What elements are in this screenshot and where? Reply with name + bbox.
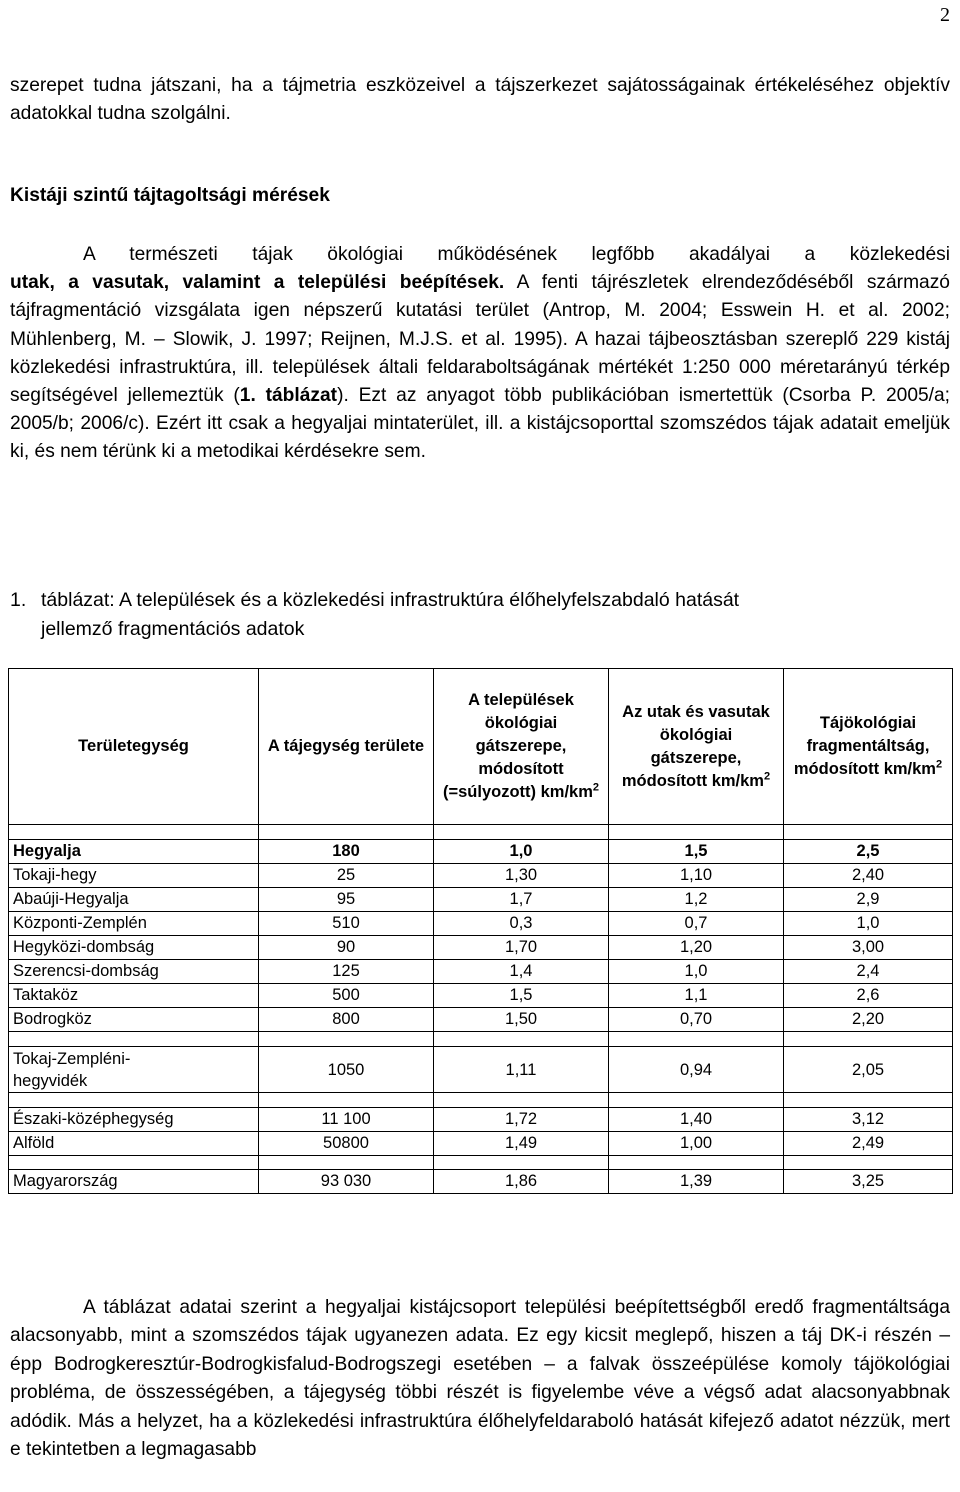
fragmentation-table [8,668,953,1194]
body-paragraph-1 [10,241,950,467]
table-row: Alföld 50800 1,49 1,00 2,49 [9,1132,953,1156]
header-settlement-barrier: A települések ökológiai gátszerepe, módosított (=súlyozott) $km/km^2$ [434,669,609,825]
tokaj-line-1: Tokaj-Zempléni- [13,1049,131,1068]
caption-line-1: táblázat: A települések és a közlekedési infrastruktúra élőhelyfelszabdaló hatását [41,589,740,611]
table-row: Abaúji-Hegyalja 95 1,7 1,2 2,9 [9,888,953,912]
header-road-barrier: Az utak és vasutak ökológiai gátszerepe, módosított $km/km^2$ [609,669,784,825]
table-reference: 1. táblázat [239,385,338,407]
header-fragmentation: Tájökológiai fragmentáltság, módosított $km/km^2$ [784,669,953,825]
table-row: Központi-Zemplén 510 0,3 0,7 1,0 [9,912,953,936]
paragraph-first-line: A természeti tájak ökológiai működésének legfőbb akadályai a közlekedési [83,244,950,265]
body-paragraph-2: A táblázat adatai szerint a hegyaljai kistájcsoport települési beépítettségből eredő fragmentáltsága alacsonyabb, mint a szomszédos tájak ugyanezen adata. Ez egy kicsit meglepő, hiszen a táj DK-i részén – épp Bodrogkeresztúr-Bodrogkisfalud-Bodrogszegi esetében – a falvak összeépülése komoly tájökológiai probléma, de összességében, a tájegység többi részét is figyelembe véve a végső adat alacsonyabbnak adódik. Más a helyzet, ha a közlekedési infrastruktúra élőhelyfeldaraboló hatását kifejező adatot nézzük, mert e tekintetben a legmagasabb [10,1297,950,1461]
intro-paragraph: szerepet tudna játszani, ha a tájmetria eszközeivel a tájszerkezet sajátosságainak értékeléséhez objektív adatokkal tudna szolgálni. [10,75,950,125]
paragraph-text: A fenti tájrészletek elrendeződéséből származó tájfragmentáció vizsgálata igen népszerű kutatási terület (Antrop, M. 2004; Esswein H. et al. 2002; Mühlenberg, M. – Slowik, J. 1997; Reijnen, M.J.S. et al. 1995). A hazai tájbeosztásban szereplő 229 kistáj közlekedési infrastruktúra, ill. települések általi feldaraboltságának mértékét 1:250 000 méretarányú térkép segítségével jellemeztük ( [10,272,950,407]
paragraph-text-end: ). Ezt az anyagot több publikációban ismertettük (Csorba P. 2005/a; 2005/b; 2006/c). Ezért itt csak a hegyaljai mintaterület, ill. a kistájcsoporttal szomszédos tájak adatait emeljük ki, és nem térünk ki a metodikai kérdésekre sem. [10,385,950,463]
table-row: Északi-középhegység 11 100 1,72 1,40 3,12 [9,1108,953,1132]
caption-number: 1. [10,589,27,611]
table-row: Hegyalja 180 1,0 1,5 2,5 [9,840,953,864]
table-row: Tokaj-Zempléni- hegyvidék 1050 1,11 0,94 2,05 [9,1047,953,1093]
table-caption [10,586,950,644]
table-row: Taktaköz 500 1,5 1,1 2,6 [9,984,953,1008]
table-row: Tokaji-hegy 25 1,30 1,10 2,40 [9,864,953,888]
header-area-unit: Területegység [9,669,259,825]
page-number: 2 [940,4,950,26]
table-row: Szerencsi-dombság 125 1,4 1,0 2,4 [9,960,953,984]
header-area: A tájegység területe [259,669,434,825]
tokaj-line-2: hegyvidék [13,1071,88,1090]
section-heading: Kistáji szintű tájtagoltsági mérések [10,185,330,206]
table-header-row [9,669,953,825]
bold-phrase: utak, a vasutak, valamint a települési beépítések. [10,272,505,294]
table-row: Hegyközi-dombság 90 1,70 1,20 3,00 [9,936,953,960]
caption-line-2: jellemző fragmentációs adatok [41,617,305,640]
table-row: Magyarország 93 030 1,86 1,39 3,25 [9,1170,953,1194]
table-row: Bodrogköz 800 1,50 0,70 2,20 [9,1008,953,1032]
